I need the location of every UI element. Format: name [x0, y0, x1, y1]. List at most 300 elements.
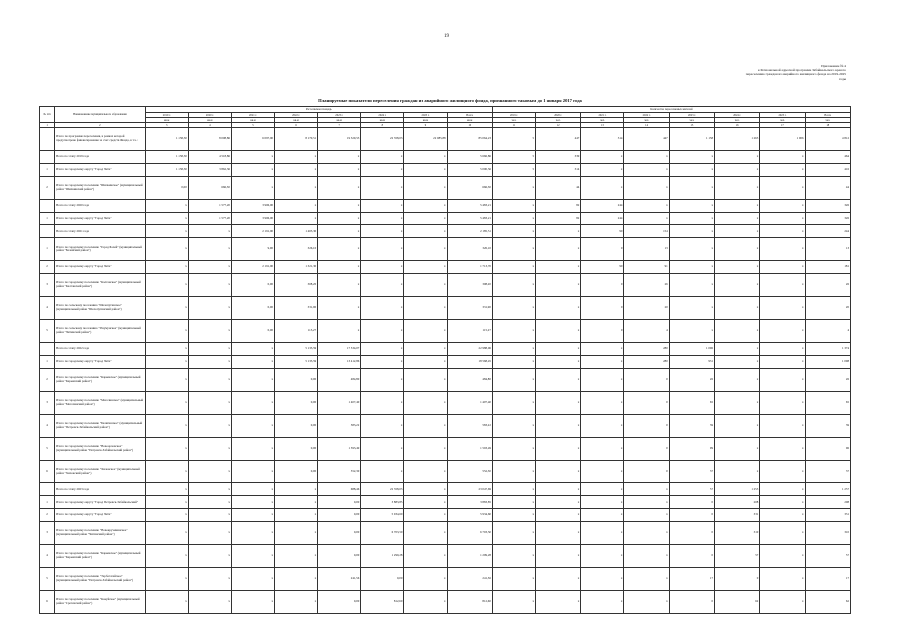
row-value-cell: x [581, 522, 624, 545]
row-value-cell: x [188, 590, 231, 613]
header-colnum-cell: 7 [318, 123, 361, 128]
row-value-cell: x [404, 414, 447, 437]
row-value-cell: x [581, 437, 624, 460]
row-value-cell: x [492, 176, 535, 199]
row-value-cell: 0,00 [145, 176, 188, 199]
row-value-cell: x [536, 368, 581, 391]
row-value-cell: x [275, 483, 318, 496]
row-value-cell: 90 [581, 261, 624, 274]
row-value-cell: x [581, 391, 624, 414]
row-value-cell: 447 [624, 128, 669, 151]
table-row [40, 342, 851, 355]
row-value-cell: x [492, 212, 535, 225]
header-colnum-cell: 8 [361, 123, 404, 128]
row-value-cell: x [145, 509, 188, 522]
header-year-cell: 2020 г. [536, 113, 581, 118]
row-value-cell: x [760, 368, 805, 391]
table-row [40, 509, 851, 522]
row-value-cell: x [231, 509, 274, 522]
row-value-cell: x [404, 176, 447, 199]
row-value-cell: x [536, 509, 581, 522]
row-value-cell: x [581, 483, 624, 496]
row-value-cell: x [760, 545, 805, 568]
row-value-cell: 464 [805, 150, 850, 163]
row-name-cell: Итого по сельскому поселению "Шелопугинское" (муниципальный район "Шелопугинский район") [55, 297, 146, 320]
header-count-group: Количество переселяемых жителей [492, 107, 850, 113]
row-value-cell: 1 299,28 [447, 545, 492, 568]
row-value-cell: x [669, 320, 714, 343]
row-value-cell: x [404, 261, 447, 274]
row-value-cell: 1 593,49 [318, 437, 361, 460]
row-value-cell: 181 [805, 261, 850, 274]
row-value-cell: x [145, 522, 188, 545]
row-value-cell: 1 263 [715, 128, 760, 151]
row-value-cell: x [492, 320, 535, 343]
row-number-cell: 5 [40, 320, 55, 343]
page-number: 19 [444, 34, 449, 39]
row-number-cell [40, 225, 55, 238]
header-year-cell: 2022 г. [275, 113, 318, 118]
row-name-cell: Итого по городскому округу "Город Чита" [55, 163, 146, 176]
row-value-cell: x [318, 225, 361, 238]
row-value-cell: 5 133,59 [275, 355, 318, 368]
row-value-cell: 0,00 [318, 590, 361, 613]
row-value-cell: 37 [805, 460, 850, 483]
row-value-cell: x [404, 496, 447, 509]
row-value-cell: 4 518,86 [188, 150, 231, 163]
header-year-cell: 2024 г. [361, 113, 404, 118]
row-value-cell: x [715, 225, 760, 238]
appendix-line: к Региональной адресной программе Забайкальского края по [757, 68, 846, 73]
row-value-cell: x [188, 568, 231, 591]
row-value-cell: x [145, 496, 188, 509]
row-value-cell: 85 064,23 [447, 128, 492, 151]
row-value-cell: 39 [805, 414, 850, 437]
row-value-cell: x [536, 342, 581, 355]
row-value-cell: x [760, 355, 805, 368]
row-value-cell: 0,00 [275, 391, 318, 414]
row-name-cell: Итого по городскому округу "Город Чита" [55, 261, 146, 274]
row-value-cell: x [492, 391, 535, 414]
row-value-cell: x [669, 274, 714, 297]
row-value-cell: x [275, 568, 318, 591]
row-value-cell: 688,46 [318, 483, 361, 496]
table-row [40, 163, 851, 176]
table-row [40, 391, 851, 414]
row-value-cell: 331,90 [275, 297, 318, 320]
document-title: Планируемые показатели переселения граждан из аварийного жилищного фонда, признанного таковым до 1 января 2017 года [318, 98, 582, 103]
header-colnum-cell: 2 [55, 123, 146, 128]
row-value-cell: x [318, 238, 361, 261]
header-colnum-cell: 17 [760, 123, 805, 128]
table-row [40, 568, 851, 591]
row-value-cell: x [231, 568, 274, 591]
row-value-cell: 13 [624, 238, 669, 261]
row-value-cell: 37 [669, 460, 714, 483]
row-value-cell: x [404, 368, 447, 391]
row-value-cell: x [231, 522, 274, 545]
row-value-cell: x [492, 414, 535, 437]
row-value-cell: x [361, 199, 404, 212]
row-value-cell: x [275, 590, 318, 613]
row-value-cell: x [231, 437, 274, 460]
row-value-cell: x [275, 545, 318, 568]
row-value-cell: 280 [624, 355, 669, 368]
row-value-cell: 2 185,51 [447, 225, 492, 238]
row-value-cell: x [760, 391, 805, 414]
row-value-cell: x [361, 176, 404, 199]
row-value-cell: x [624, 163, 669, 176]
row-value-cell: 22 085,88 [404, 128, 447, 151]
header-unit-cell: чел. [760, 118, 805, 123]
header-colnum-cell: 9 [404, 123, 447, 128]
row-value-cell: x [145, 225, 188, 238]
row-value-cell: 91 [624, 261, 669, 274]
row-value-cell: 115,27 [275, 320, 318, 343]
row-value-cell: x [361, 297, 404, 320]
row-value-cell: x [624, 509, 669, 522]
row-value-cell: 3 862,36 [188, 163, 231, 176]
row-value-cell: 65 [669, 391, 714, 414]
row-value-cell: 552,30 [447, 460, 492, 483]
row-value-cell: x [188, 368, 231, 391]
row-value-cell: x [536, 545, 581, 568]
row-name-cell: Итого по городскому поселению "Карымское" (муниципальный район "Карымский район") [55, 368, 146, 391]
row-value-cell: x [404, 320, 447, 343]
row-value-cell: x [715, 391, 760, 414]
row-value-cell: x [536, 522, 581, 545]
row-value-cell: 2 191,90 [231, 225, 274, 238]
row-value-cell: x [492, 460, 535, 483]
header-year-cell: 2023 г. [669, 113, 714, 118]
row-name-cell: Итого по городскому округу "Город Чита" [55, 212, 146, 225]
row-value-cell: x [492, 483, 535, 496]
row-value-cell: x [361, 274, 404, 297]
row-number-cell [40, 150, 55, 163]
row-value-cell: 326,10 [275, 238, 318, 261]
row-value-cell: x [760, 460, 805, 483]
row-value-cell: 0,00 [275, 414, 318, 437]
row-value-cell: 82 [536, 199, 581, 212]
row-value-cell: 8 008,86 [188, 128, 231, 151]
header-year-cell: 2021 г. [581, 113, 624, 118]
row-value-cell: x [624, 496, 669, 509]
row-value-cell: x [275, 163, 318, 176]
header-colnum-cell: 4 [188, 123, 231, 128]
row-value-cell: 5 666,86 [447, 150, 492, 163]
row-value-cell: x [669, 297, 714, 320]
table-row [40, 590, 851, 613]
row-value-cell: x [361, 355, 404, 368]
row-number-cell: 5 [40, 568, 55, 591]
row-value-cell: x [760, 212, 805, 225]
row-value-cell: 17 [669, 568, 714, 591]
row-value-cell: 1 098 [805, 355, 850, 368]
row-value-cell: 0,00 [318, 509, 361, 522]
row-value-cell: 0 [715, 568, 760, 591]
header-year-cell: Всего [447, 113, 492, 118]
row-value-cell: 99 [669, 437, 714, 460]
row-number-cell: 1 [40, 355, 55, 368]
row-value-cell: 57 [715, 545, 760, 568]
row-value-cell: x [404, 199, 447, 212]
row-value-cell: x [581, 163, 624, 176]
header-unit-cell: кв.м [447, 118, 492, 123]
row-value-cell: 0,00 [275, 460, 318, 483]
header-year-cell: 2025 г. [404, 113, 447, 118]
row-value-cell: 812,60 [447, 590, 492, 613]
table-row [40, 414, 851, 437]
row-value-cell: 115,27 [447, 320, 492, 343]
row-value-cell: x [404, 590, 447, 613]
row-value-cell: 1 407,40 [318, 391, 361, 414]
row-value-cell: x [760, 483, 805, 496]
row-value-cell: x [536, 355, 581, 368]
header-name-cell: Наименование муниципального образования [55, 107, 146, 123]
row-value-cell: x [145, 297, 188, 320]
row-value-cell: x [760, 176, 805, 199]
row-value-cell: x [760, 150, 805, 163]
row-value-cell: 308,20 [447, 274, 492, 297]
row-value-cell: x [404, 460, 447, 483]
row-value-cell: x [624, 568, 669, 591]
row-value-cell: x [145, 342, 188, 355]
row-value-cell: x [760, 238, 805, 261]
header-unit-cell: чел. [581, 118, 624, 123]
row-value-cell: x [624, 545, 669, 568]
row-value-cell: x [231, 414, 274, 437]
row-value-cell: 0 [624, 368, 669, 391]
row-value-cell: x [581, 568, 624, 591]
row-value-cell: 666,30 [447, 176, 492, 199]
row-value-cell: x [715, 199, 760, 212]
row-value-cell: x [536, 568, 581, 591]
table-row [40, 297, 851, 320]
row-value-cell: 82 [536, 212, 581, 225]
row-value-cell: x [361, 460, 404, 483]
row-value-cell: x [188, 320, 231, 343]
table-row [40, 483, 851, 496]
row-value-cell: x [231, 342, 274, 355]
row-value-cell: x [275, 522, 318, 545]
row-value-cell: 241,56 [318, 568, 361, 591]
row-value-cell: x [715, 297, 760, 320]
table-row [40, 150, 851, 163]
table-row [40, 320, 851, 343]
row-value-cell: x [188, 496, 231, 509]
row-value-cell: 90 [581, 225, 624, 238]
row-value-cell: 4 812 [805, 128, 850, 151]
row-value-cell: 5 934,60 [447, 509, 492, 522]
row-value-cell: 326,10 [447, 238, 492, 261]
appendix-line: годы [839, 76, 846, 81]
row-value-cell: x [536, 274, 581, 297]
row-value-cell: x [404, 274, 447, 297]
row-value-cell: x [231, 176, 274, 199]
row-value-cell: 6 703,50 [361, 522, 404, 545]
row-value-cell: x [760, 163, 805, 176]
row-value-cell: x [318, 274, 361, 297]
row-value-cell: 2 191,90 [231, 261, 274, 274]
header-unit-cell: кв.м [275, 118, 318, 123]
header-unit-cell: кв.м [188, 118, 231, 123]
row-value-cell: x [536, 590, 581, 613]
row-name-cell: Итого по городскому поселению "Кокуйское" (муниципальный район "Сретенский район") [55, 590, 146, 613]
row-value-cell: 0 [624, 391, 669, 414]
row-value-cell: x [361, 238, 404, 261]
row-value-cell: x [536, 225, 581, 238]
appendix-note [698, 64, 846, 81]
row-name-cell: Итого по городскому поселению "Новокручининское" (муниципальный район "Читинский район") [55, 522, 146, 545]
header-colnum-cell: 11 [492, 123, 535, 128]
table-row [40, 128, 851, 151]
row-value-cell: x [669, 238, 714, 261]
table-row [40, 460, 851, 483]
row-value-cell: x [404, 509, 447, 522]
row-value-cell: x [145, 437, 188, 460]
row-number-cell: 6 [40, 590, 55, 613]
row-value-cell: x [492, 545, 535, 568]
row-value-cell: x [536, 414, 581, 437]
table-row [40, 274, 851, 297]
row-name-cell: Итого по городскому поселению "Могочинское" (муниципальный район "Могочинский район") [55, 391, 146, 414]
row-value-cell: x [231, 496, 274, 509]
row-value-cell: x [231, 483, 274, 496]
row-value-cell: x [361, 391, 404, 414]
row-value-cell: x [145, 414, 188, 437]
header-unit-cell: чел. [805, 118, 850, 123]
row-value-cell: 308,20 [275, 274, 318, 297]
row-value-cell: 19 329,53 [318, 128, 361, 151]
row-number-cell: 6 [40, 460, 55, 483]
row-name-cell: Итого по городскому поселению "Балягинское" (муниципальный район "Петровск-Забайкальский район") [55, 414, 146, 437]
row-value-cell: 9,90 [231, 238, 274, 261]
row-value-cell: x [188, 355, 231, 368]
row-value-cell: 0,00 [275, 368, 318, 391]
row-value-cell: x [145, 545, 188, 568]
row-value-cell: x [492, 509, 535, 522]
row-value-cell: 0 [581, 238, 624, 261]
row-number-cell [40, 199, 55, 212]
row-value-cell: 5 133,59 [275, 342, 318, 355]
row-number-cell: 1 [40, 163, 55, 176]
row-value-cell: 5 [492, 128, 535, 151]
row-value-cell: 17 [805, 568, 850, 591]
row-value-cell: x [145, 391, 188, 414]
row-value-cell: 13 412,86 [318, 355, 361, 368]
row-value-cell: x [715, 460, 760, 483]
row-name-cell: Итого по городскому поселению "Карымское" (муниципальный район "Карымский район") [55, 545, 146, 568]
row-value-cell: x [188, 522, 231, 545]
header-colnum-cell: 16 [715, 123, 760, 128]
row-value-cell: x [492, 496, 535, 509]
row-number-cell [40, 342, 55, 355]
row-value-cell: 208 [715, 496, 760, 509]
row-value-cell: x [536, 261, 581, 274]
row-value-cell: x [669, 261, 714, 274]
row-value-cell: x [536, 391, 581, 414]
row-value-cell: 1 321,30 [275, 261, 318, 274]
row-value-cell: x [669, 150, 714, 163]
row-value-cell: 22 358,03 [361, 483, 404, 496]
header-year-cell: 2021 г. [231, 113, 274, 118]
row-value-cell: 0 [581, 320, 624, 343]
row-value-cell: x [361, 225, 404, 238]
row-value-cell: x [404, 163, 447, 176]
row-value-cell: x [492, 522, 535, 545]
row-value-cell: x [361, 320, 404, 343]
row-value-cell: x [669, 163, 714, 176]
row-value-cell: x [492, 261, 535, 274]
row-value-cell: 20 [624, 297, 669, 320]
row-name-cell: Итого по городскому поселению "Новоорловское" (муниципальный район "Петровск-Забайкальский район") [55, 437, 146, 460]
row-value-cell: 484,80 [447, 368, 492, 391]
row-value-cell: x [188, 297, 231, 320]
row-value-cell: x [231, 391, 274, 414]
row-value-cell: x [145, 568, 188, 591]
table-row [40, 225, 851, 238]
row-value-cell: 241,56 [447, 568, 492, 591]
row-value-cell: x [581, 176, 624, 199]
row-value-cell: x [188, 483, 231, 496]
row-value-cell: 0 [669, 522, 714, 545]
row-value-cell: x [492, 199, 535, 212]
row-value-cell: x [581, 355, 624, 368]
row-value-cell: x [318, 297, 361, 320]
row-name-cell: Всего по этапу 2020 года [55, 199, 146, 212]
appendix-line: переселению граждан из аварийного жилищного фонда на 2019-2025 [745, 72, 846, 77]
row-value-cell: 331 [715, 509, 760, 522]
row-value-cell: x [624, 483, 669, 496]
row-value-cell: 5 934,60 [361, 509, 404, 522]
row-value-cell: x [715, 238, 760, 261]
row-number-cell: 4 [40, 297, 55, 320]
table-row [40, 355, 851, 368]
row-name-cell: Итого по городскому поселению "Шилкинское" (муниципальный район "Шилкинский район") [55, 176, 146, 199]
row-value-cell: x [715, 212, 760, 225]
table-row [40, 212, 851, 225]
row-value-cell: x [404, 150, 447, 163]
row-value-cell: x [715, 342, 760, 355]
header-unit-cell: кв.м [404, 118, 447, 123]
row-value-cell: x [404, 483, 447, 496]
row-value-cell: x [361, 150, 404, 163]
row-value-cell: x [715, 414, 760, 437]
row-value-cell: 26 [805, 274, 850, 297]
row-value-cell: 0,00 [318, 496, 361, 509]
appendix-label: Приложение № 4 [821, 64, 846, 68]
row-value-cell: 1 407,40 [447, 391, 492, 414]
row-value-cell: x [581, 590, 624, 613]
row-value-cell: x [624, 212, 669, 225]
row-value-cell: x [492, 225, 535, 238]
row-value-cell: x [492, 297, 535, 320]
row-value-cell: x [715, 261, 760, 274]
header-num-cell: № п/п [40, 107, 55, 123]
row-value-cell: 0,00 [361, 568, 404, 591]
resettlement-table [39, 106, 851, 614]
header-colnum-cell: 13 [581, 123, 624, 128]
row-number-cell: 4 [40, 414, 55, 437]
header-unit-cell: чел. [669, 118, 714, 123]
row-value-cell: 310 [805, 522, 850, 545]
header-unit-cell: кв.м [361, 118, 404, 123]
header-colnum-cell: 14 [624, 123, 669, 128]
row-value-cell: 1 374 [805, 342, 850, 355]
row-value-cell: 5 483,21 [447, 199, 492, 212]
row-value-cell: 18 568,45 [447, 355, 492, 368]
row-value-cell: x [760, 274, 805, 297]
